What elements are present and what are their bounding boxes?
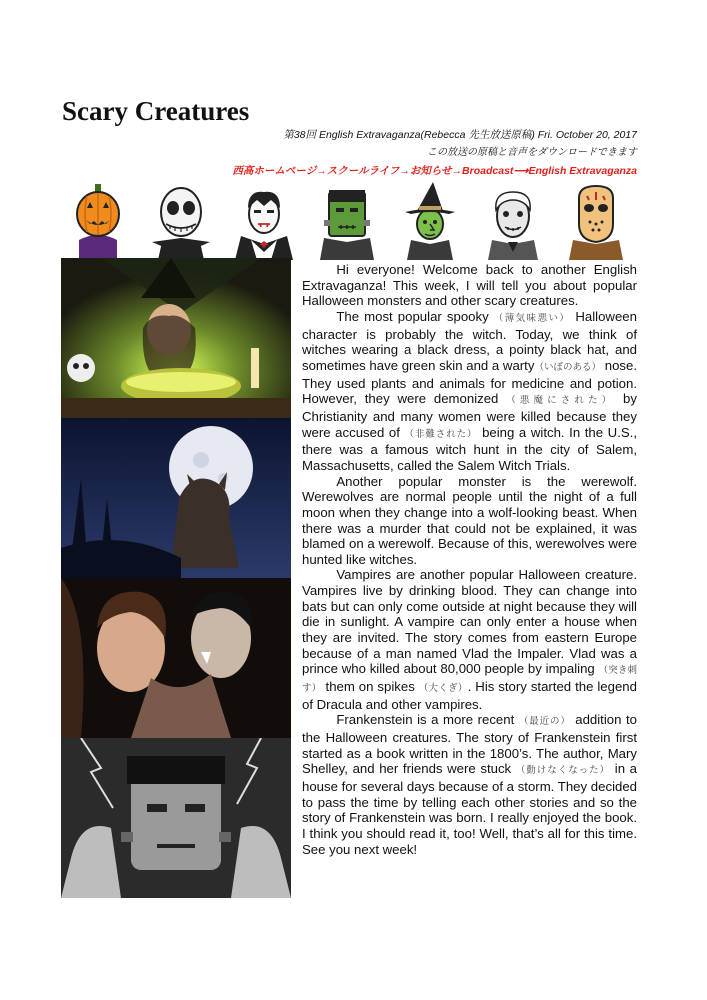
text-segment: them on spikes: [325, 679, 415, 695]
japanese-gloss: （突き刺す）: [302, 665, 637, 695]
text-segment: The most popular spooky: [336, 308, 489, 324]
japanese-gloss: （いぼのある）: [534, 361, 602, 373]
text-segment: addition to the Halloween creatures. The story of Frankenstein first started as a book written in the 1800’s. The author, Mary Shelley, and her friends were stuck: [302, 712, 637, 777]
frankenstein-icon: [314, 180, 380, 260]
text-segment: by Christianity and many women were killed because they were accused of: [302, 391, 637, 440]
paragraph-intro: Hi everyone! Welcome back to another English Extravaganza! This week, I will tell you about popular Halloween monsters and other scary creatures.: [302, 262, 637, 309]
paragraph-vampire: [302, 567, 637, 712]
paragraph-witch: [302, 309, 637, 474]
skeleton-icon: [148, 180, 214, 260]
old-man-ghoul-icon: [480, 180, 546, 260]
photo-column: [61, 258, 291, 898]
text-segment: in a house for several days because of a storm. They decided to pass the time by telling each other stories and so the story of Frankenstein was born. I really enjoyed the book. I think you should read it, too! Well, that’s all for this time. See you next week!: [302, 761, 638, 857]
witch-icon: [397, 180, 463, 260]
werewolf-photo: [61, 418, 291, 578]
text-segment: Halloween character is probably the witch. Today, we think of witches wearing a black dress, a pointy black hat, and sometimes have green skin and a warty: [302, 308, 637, 373]
page-title: Scary Creatures: [62, 96, 250, 126]
witch-photo: [61, 258, 291, 418]
japanese-gloss: （非難された）: [404, 428, 478, 440]
issue-line: 第38回 English Extravaganza(Rebecca 先生放送原稿) Fri. October 20, 2017: [283, 129, 637, 141]
pumpkin-head-icon: [65, 180, 131, 260]
text-segment: nose. They used plants and animals for medicine and potion. However, they were demonized: [302, 357, 637, 407]
vampire-photo: [61, 578, 291, 738]
text-segment: Vampires are another popular Halloween creature. Vampires live by drinking blood. They can change into bats but can only come outside at night because they will die in sunlight. A vampire can only enter a house when they are invited. The story comes from eastern Europe because of a man named Vlad the Impaler. Vlad was a prince who killed about 80,000 people by impaling: [302, 567, 637, 677]
japanese-gloss: （薄気味悪い）: [493, 312, 571, 324]
dracula-icon: [231, 180, 297, 260]
article-body: [302, 262, 637, 857]
text-segment: . His story started the legend of Dracula and other vampires.: [302, 679, 637, 712]
paragraph-werewolf: Another popular monster is the werewolf. Werewolves are normal people until the night of a full moon when they change into a wolf-looking beast. When there was a murder that could not be explained, it was blamed on a werewolf. Because of this, werewolves were hunted like witches.: [302, 473, 637, 567]
text-segment: being a witch. In the U.S., there was a famous witch hunt in the city of Salem, Massachusetts, called the Salem Witch Trials.: [302, 424, 637, 473]
frankenstein-photo: [61, 738, 291, 898]
monster-icon-row: [65, 180, 640, 260]
download-note: この放送の原稿と音声をダウンロードできます: [427, 147, 637, 158]
japanese-gloss: （大くぎ）: [418, 683, 468, 695]
japanese-gloss: （動けなくなった）: [515, 765, 611, 777]
hockey-mask-icon: [563, 180, 629, 260]
paragraph-frankenstein: [302, 712, 637, 857]
japanese-gloss: （悪魔にされた）: [506, 395, 616, 407]
navigation-path: 西高ホームページ→スクールライフ→お知らせ→Broadcast⟶English Extravaganza: [232, 165, 637, 177]
text-segment: Frankenstein is a more recent: [336, 712, 515, 728]
japanese-gloss: （最近の）: [518, 716, 571, 728]
